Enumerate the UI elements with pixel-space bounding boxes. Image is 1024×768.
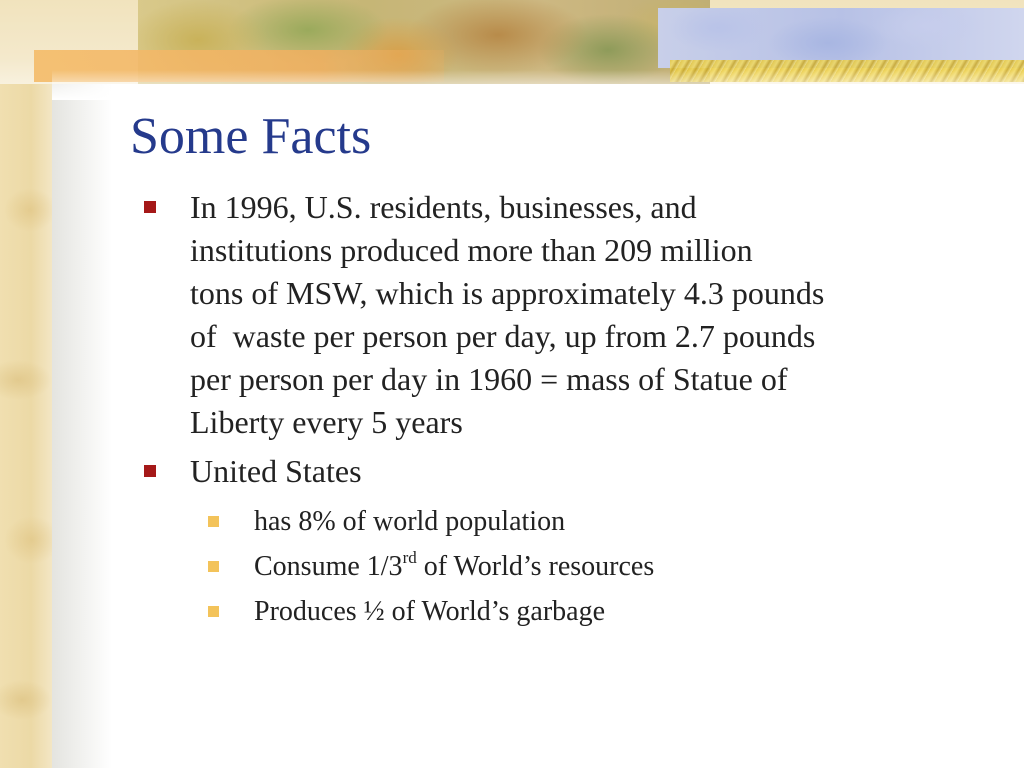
square-bullet-icon [144, 465, 156, 477]
bullet-line: per person per day in 1960 = mass of Statue of [190, 361, 788, 397]
sub-bullet-text-post: of World’s resources [416, 551, 655, 582]
slide-body [138, 186, 998, 634]
parchment-left-border [0, 0, 52, 768]
sub-bullet-population [138, 499, 998, 544]
bullet-line: institutions produced more than 209 million [190, 232, 753, 268]
square-bullet-icon [208, 561, 219, 572]
bullet-line: Liberty every 5 years [190, 404, 463, 440]
sub-bullet-text-pre: Consume 1/3 [254, 551, 403, 582]
bullet-line: In 1996, U.S. residents, businesses, and [190, 189, 697, 225]
square-bullet-icon [208, 516, 219, 527]
bullet-item-msw-fact [138, 186, 998, 444]
sub-bullet-text: has 8% of world population [254, 506, 566, 537]
superscript: rd [402, 548, 417, 567]
square-bullet-icon [208, 606, 219, 617]
sub-bullet-resources [138, 544, 998, 589]
bullet-item-united-states [138, 450, 998, 493]
blue-floral-image [658, 8, 1024, 68]
bullet-line: tons of MSW, which is approximately 4.3 pounds [190, 275, 825, 311]
bullet-text: United States [190, 453, 362, 489]
sub-bullet-garbage [138, 589, 998, 634]
bullet-line: of waste per person per day, up from 2.7 pounds [190, 318, 816, 354]
slide-title: Some Facts [130, 108, 372, 165]
banner-fade [52, 70, 1024, 100]
left-shadow [52, 84, 112, 768]
square-bullet-icon [144, 201, 156, 213]
sub-bullet-text: Produces ½ of World’s garbage [254, 596, 606, 627]
